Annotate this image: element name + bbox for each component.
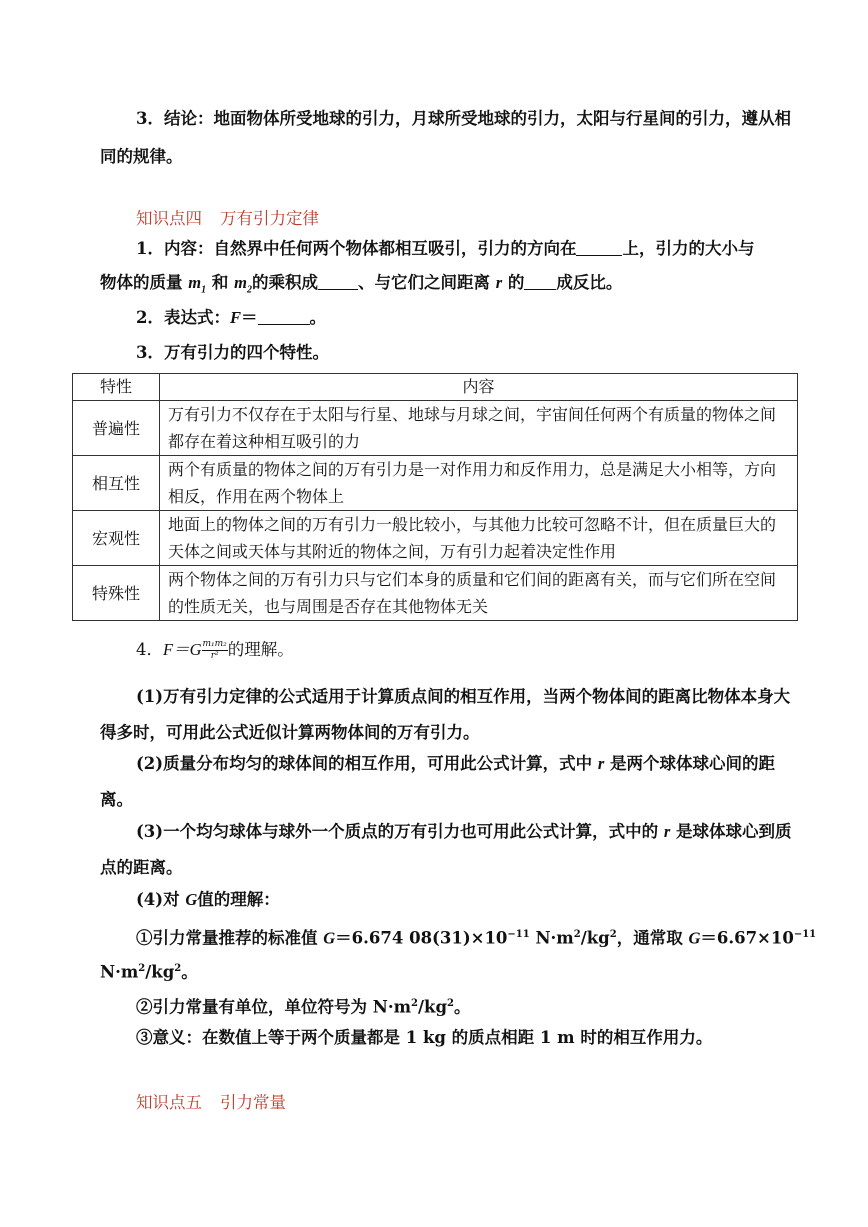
p2-text-a: (2)质量分布均匀的球体间的相互作用，可用此公式计算，式中 bbox=[136, 754, 593, 773]
table-cell-property: 宏观性 bbox=[73, 511, 160, 566]
item1-line1 bbox=[136, 232, 836, 266]
var-G-1: G bbox=[323, 928, 336, 948]
c1-exponent-2: −11 bbox=[793, 929, 817, 940]
item1-text-e: 的乘积成 bbox=[251, 273, 318, 292]
item3-line: 3．万有引力的四个特性。 bbox=[136, 343, 329, 362]
understanding-p3 bbox=[100, 814, 800, 886]
table-header-row bbox=[73, 374, 798, 401]
c2-text-a: ②引力常量有单位，单位符号为 N·m bbox=[136, 997, 412, 1017]
p4-text-b: 值的理解： bbox=[197, 890, 280, 909]
blank-expression bbox=[258, 308, 310, 325]
blank-direction bbox=[576, 239, 622, 256]
g-value-line1 bbox=[136, 918, 816, 956]
section4-number: 知识点四 bbox=[136, 209, 202, 228]
item1-text-b: 上，引力的大小与 bbox=[622, 239, 755, 258]
fraction-denominator: r² bbox=[210, 651, 219, 661]
c2-text-b: /kg bbox=[418, 997, 447, 1017]
c1-exponent: −11 bbox=[507, 929, 530, 940]
g-meaning-line: ③意义：在数值上等于两个质量都是 1 kg 的质点相距 1 m 时的相互作用力。 bbox=[136, 1028, 713, 1047]
item2-equals: ＝ bbox=[241, 308, 258, 327]
understanding-p2 bbox=[100, 746, 800, 818]
table-cell-content: 万有引力不仅存在于太阳与行星、地球与月球之间，宇宙间任何两个有质量的物体之间都存在着这种相互吸引的力 bbox=[160, 401, 798, 456]
p3-text-a: (3)一个均匀球体与球外一个质点的万有引力也可用此公式计算，式中的 bbox=[136, 822, 659, 841]
c1-value: ＝6.674 08(31)×10 bbox=[335, 928, 508, 948]
item4-text: 的理解。 bbox=[227, 640, 294, 659]
table-row bbox=[73, 456, 798, 511]
g-unit-line bbox=[136, 987, 836, 1025]
conclusion-paragraph: 3．结论：地面物体所受地球的引力，月球所受地球的引力，太阳与行星间的引力，遵从相同的规律。 bbox=[100, 109, 791, 166]
p2-text-b: 是两个球体球心间的距离。 bbox=[100, 754, 776, 809]
var-m1: $m_1$ bbox=[188, 273, 207, 296]
p4-text-a: (4)对 bbox=[136, 890, 180, 909]
table-cell-content: 两个物体之间的万有引力只与它们本身的质量和它们间的距离有关，而与它们所在空间的性质无关，也与周围是否存在其他物体无关 bbox=[160, 566, 798, 621]
table-row bbox=[73, 511, 798, 566]
table-cell-property: 普遍性 bbox=[73, 401, 160, 456]
c1-unit-b: /kg bbox=[580, 928, 610, 948]
understanding-p4 bbox=[136, 883, 836, 917]
c1-end: 。 bbox=[181, 962, 198, 982]
section4-heading bbox=[136, 205, 319, 229]
c1-unit-c: N·m bbox=[100, 962, 139, 982]
p3-text-b: 是球体球心到质点的距离。 bbox=[100, 822, 792, 877]
item4-number: 4． bbox=[136, 640, 163, 659]
fraction-numerator: m₁m₂ bbox=[202, 639, 227, 649]
item1-text-f: 、与它们之间距离 bbox=[357, 273, 490, 292]
section4-title: 万有引力定律 bbox=[220, 209, 319, 228]
c1-unit-d: /kg bbox=[145, 962, 175, 982]
var-G-2: G bbox=[688, 928, 701, 948]
section5-heading bbox=[136, 1089, 286, 1113]
table-row bbox=[73, 401, 798, 456]
c1-square-3: 2 bbox=[138, 963, 146, 974]
item2-label: 2．表达式： bbox=[136, 308, 230, 327]
g-value-line2 bbox=[100, 952, 800, 990]
var-r-p2: r bbox=[597, 754, 605, 773]
c1-approx: ＝6.67×10 bbox=[700, 928, 794, 948]
item1-text-h: 成反比。 bbox=[556, 273, 623, 292]
table-cell-property: 特殊性 bbox=[73, 566, 160, 621]
var-r-p3: r bbox=[663, 822, 671, 841]
table-cell-property: 相互性 bbox=[73, 456, 160, 511]
formula-prefix: F＝G bbox=[163, 640, 202, 659]
formula-fraction bbox=[202, 639, 228, 662]
section5-title: 引力常量 bbox=[220, 1093, 286, 1112]
item1-text-g: 的 bbox=[507, 273, 525, 292]
item2-line bbox=[136, 301, 836, 335]
c2-square: 2 bbox=[411, 998, 418, 1009]
var-m2: $m_2$ bbox=[234, 273, 252, 296]
item1-text-d: 和 bbox=[211, 273, 229, 292]
c1-text-e: ，通常取 bbox=[616, 928, 683, 948]
c1-text-a: ①引力常量推荐的标准值 bbox=[136, 928, 318, 948]
table-header-content: 内容 bbox=[160, 374, 798, 401]
item1-text-a: 1．内容：自然界中任何两个物体都相互吸引，引力的方向在 bbox=[136, 239, 577, 258]
var-F: F bbox=[229, 308, 241, 327]
var-r: r bbox=[495, 273, 503, 292]
section5-number: 知识点五 bbox=[136, 1093, 202, 1112]
table-cell-content: 两个有质量的物体之间的万有引力是一对作用力和反作用力，总是满足大小相等，方向相反，作用在两个物体上 bbox=[160, 456, 798, 511]
blank-proportion bbox=[318, 273, 358, 290]
c2-end: 。 bbox=[453, 997, 471, 1017]
table-header-property: 特性 bbox=[73, 374, 160, 401]
c2-square-2: 2 bbox=[447, 998, 454, 1009]
c1-square-4: 2 bbox=[174, 963, 182, 974]
var-G: G bbox=[185, 890, 198, 909]
properties-table bbox=[72, 373, 798, 621]
table-cell-content: 地面上的物体之间的万有引力一般比较小，与其他力比较可忽略不计，但在质量巨大的天体之间或天体与其附近的物体之间，万有引力起着决定性作用 bbox=[160, 511, 798, 566]
c1-square: 2 bbox=[573, 929, 581, 940]
table-row bbox=[73, 566, 798, 621]
item1-text-c: 物体的质量 bbox=[100, 273, 183, 292]
c1-unit-a: N·m bbox=[529, 928, 574, 948]
item4-line bbox=[136, 632, 836, 668]
c1-square-2: 2 bbox=[609, 929, 617, 940]
understanding-p1: (1)万有引力定律的公式适用于计算质点间的相互作用，当两个物体间的距离比物体本身大得多时，可用此公式近似计算两物体间的万有引力。 bbox=[100, 687, 791, 742]
item2-end: 。 bbox=[309, 308, 326, 327]
blank-inverse bbox=[524, 273, 556, 290]
